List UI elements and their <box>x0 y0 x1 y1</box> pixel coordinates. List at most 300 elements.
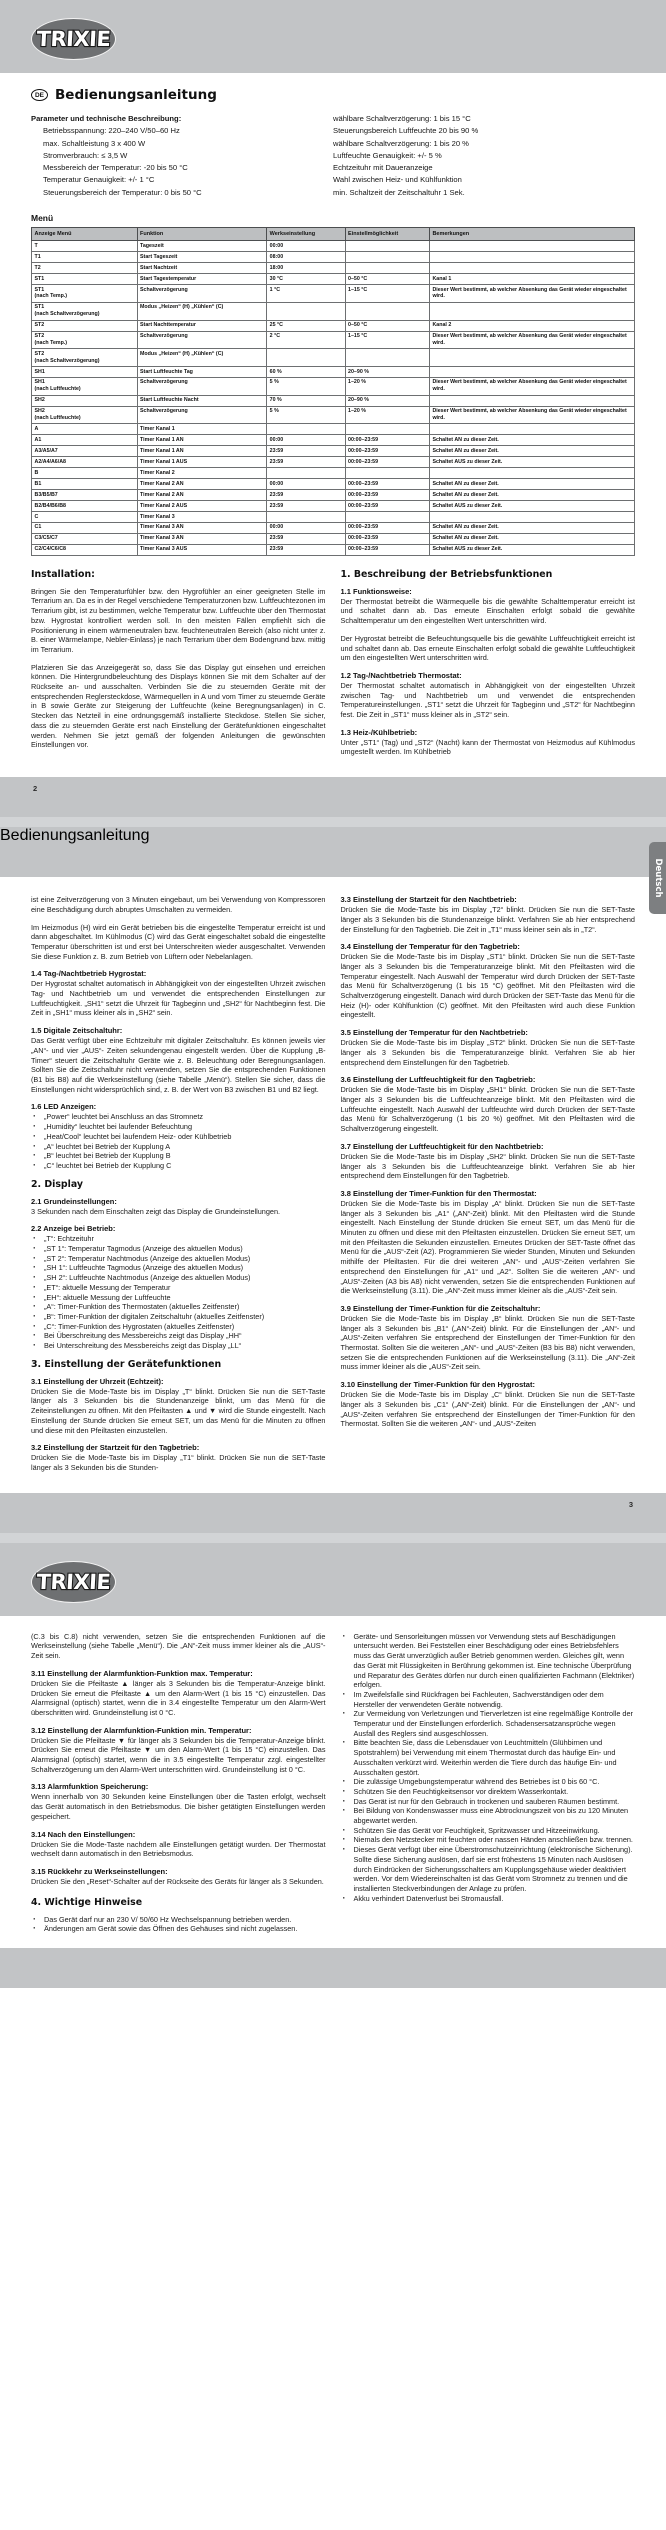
continuation-paragraph: (C.3 bis C.8) nicht verwenden, setzen Sie die entsprechenden Funktionen auf die Werkseinstellung (siehe Tabelle „Menü“). Die „AN“-Zeit muss immer kleiner als die „AUS“-Zeit sein. <box>31 1631 326 1661</box>
table-row <box>32 366 635 377</box>
table-cell: Schaltet AUS zu dieser Zeit. <box>429 544 634 555</box>
table-cell: Timer Kanal 3 AN <box>137 533 267 544</box>
table-cell: ST1 (nach Temp.) <box>32 285 138 303</box>
list-item: · Im Zweifelsfalle sind Rückfragen bei Fachleuten, Sachverständigen oder dem Hersteller der verwendeten Geräte notwendig. <box>341 1690 636 1709</box>
page-3 <box>0 1543 666 1988</box>
table-cell: Schaltverzögerung <box>137 406 267 424</box>
table-cell: Start Luftfeuchte Nacht <box>137 395 267 406</box>
table-cell: Timer Kanal 2 AN <box>137 479 267 490</box>
table-cell: 00:00 <box>267 241 345 252</box>
table-cell: 23:59 <box>267 544 345 555</box>
section-3-4-heading: 3.4 Einstellung der Temperatur für den Tagbetrieb: <box>340 942 520 952</box>
table-cell: 00:00–23:59 <box>345 522 429 533</box>
table-cell <box>429 349 634 367</box>
table-cell <box>345 424 429 435</box>
table-cell: Schaltverzögerung <box>137 331 267 349</box>
table-cell: Timer Kanal 1 <box>137 424 267 435</box>
table-cell: SH2 (nach Luftfeuchte) <box>32 406 138 424</box>
table-cell: Timer Kanal 2 <box>137 468 267 479</box>
list-item: · „ST 2“: Temperatur Nachtmodus (Anzeige des aktuellen Modus) <box>31 1254 326 1264</box>
list-item: · „Humidity“ leuchtet bei laufender Befeuchtung <box>31 1122 326 1132</box>
section-4-heading: 4. Wichtige Hinweise <box>31 1896 143 1908</box>
table-row <box>32 511 635 522</box>
section-1-5-paragraph: Das Gerät verfügt über eine Echtzeituhr mit digitaler Zeitschaltuhr. Es können jeweils vier „AN“- und vier „AUS“- Zeiten sekundengenau eingestellt werden. Über die Kupplung „B-Timer“ steuert die Zeitschaltuhr Geräte wie z. B. Beleuchtung oder Beregnungsanlagen. Sollten Sie die Zeitschaltuhr nicht verwenden, setzen Sie die entsprechenden Funktionen (B1 bis B8) auf die Werkseinstellung (siehe Tabelle „Menü“). Stellen Sie sicher, dass die Einstellungen nicht widersprüchlich sind, z. B. der Wert von B3 zwischen B1 und B2 liegt. <box>31 1036 326 1094</box>
table-cell: ST1 <box>32 274 138 285</box>
param-item: Luftfeuchte Genauigkeit: +/- 5 % <box>333 150 442 160</box>
page-1-header-band <box>0 0 666 73</box>
page-1-right-column <box>341 569 636 765</box>
param-item: Echtzeituhr mit Daueranzeige <box>333 163 433 173</box>
section-3-11-paragraph: Drücken Sie die Pfeiltaste ▲ länger als 3 Sekunden bis die Temperatur-Anzeige blinkt. Drücken Sie erneut die Pfeiltaste ▲ um den Alarm-Wert (1 bis 15 °C) einzustellen. Das Alarmsignal (optisch) startet, wenn die in 3.4 eingestellte Temperatur um den Alarm-Wert überschritten wird. Grundeinstellung ist 0 °C. <box>31 1678 326 1717</box>
table-cell <box>267 511 345 522</box>
table-cell: 00:00 <box>267 479 345 490</box>
section-2-heading: 2. Display <box>31 1178 83 1190</box>
section-3-3-paragraph: Drücken Sie die Mode-Taste bis im Display „T2“ blinkt. Drücken Sie nun die SET-Taste länger als 3 Sekunden bis die Stundenanzeige blinkt. Verfahren Sie ab hier entsprechend der Einstellung für den Tagbetrieb. Die Zeit in „T1“ muss kleiner sein als in „T2“. <box>340 905 635 934</box>
page-1-text-columns <box>0 556 666 765</box>
section-3-6-heading: 3.6 Einstellung der Luftfeuchtigkeit für den Tagbetrieb: <box>340 1075 536 1085</box>
table-cell: Start Tagestemperatur <box>137 274 267 285</box>
table-cell <box>429 468 634 479</box>
section-1-3-heading: 1.3 Heiz-/Kühlbetrieb: <box>340 727 418 737</box>
list-item: · „SH 2“: Luftfeuchte Nachtmodus (Anzeige des aktuellen Modus) <box>31 1273 326 1283</box>
list-item: · „B“: Timer-Funktion der digitalen Zeitschaltuhr (aktuelles Zeitfenster) <box>31 1312 326 1322</box>
section-3-10-heading: 3.10 Einstellung der Timer-Funktion für den Hygrostat: <box>340 1380 535 1390</box>
parameters-heading: Parameter und technische Beschreibung: <box>31 114 182 123</box>
table-cell: ST2 <box>32 320 138 331</box>
table-row <box>32 274 635 285</box>
table-cell: Timer Kanal 3 AN <box>137 522 267 533</box>
table-cell: 23:59 <box>267 500 345 511</box>
table-cell <box>267 349 345 367</box>
table-cell: 1–20 % <box>345 406 429 424</box>
section-3-12-paragraph: Drücken Sie die Pfeiltaste ▼ für länger als 3 Sekunden bis die Temperatur-Anzeige blinkt. Drücken Sie erneut die Pfeiltaste ▼ um den Alarm-Wert (1 bis 15 °C) einzustellen. Das Alarmsignal (optisch) startet, wenn die in 3.5 eingestellte Temperatur zzgl. eingestellter Schaltverzögerung um den Alarm-Wert unterschritten wird. Grundeinstellung ist 0 °C. <box>31 1735 326 1774</box>
list-item: · „SH 1“: Luftfeuchte Tagmodus (Anzeige des aktuellen Modus) <box>31 1263 326 1273</box>
table-row <box>32 479 635 490</box>
table-cell: ST2 (nach Schaltverzögerung) <box>32 349 138 367</box>
table-cell <box>429 395 634 406</box>
table-cell <box>429 252 634 263</box>
table-cell: Schaltet AN zu dieser Zeit. <box>429 446 634 457</box>
technical-parameters <box>0 107 666 199</box>
section-1-3-paragraph: Unter „ST1“ (Tag) und „ST2“ (Nacht) kann der Thermostat von Heizmodus auf Kühlmodus umgestellt werden. Im Kühlbetrieb <box>340 737 635 757</box>
section-3-6-paragraph: Drücken Sie die Mode-Taste bis im Display „SH1“ blinkt. Drücken Sie nun die SET-Taste länger als 3 Sekunden bis die Luftfeuchteanzeige blinkt. Mit den Pfeiltasten wird die Luftfeuchte eingestellt. Nach Auswahl der Luftfeuchte wird durch Drücken der SET-Taste das Menü für Schaltverzögerung (1 bis 20 %) geöffnet. Mit den Pfeiltasten wird die Schaltverzögerung eingestellt. <box>340 1085 635 1134</box>
table-cell <box>429 424 634 435</box>
section-3-7-paragraph: Drücken Sie die Mode-Taste bis im Display „SH2“ blinkt. Drücken Sie nun die SET-Taste länger als 3 Sekunden bis die Luftfeuchteanzeige blinkt. Verfahren Sie ab hier entsprechend dem Einstellungen für den Tagbetrieb. <box>340 1151 635 1181</box>
table-row <box>32 285 635 303</box>
page-3-footer-band <box>0 1948 666 1988</box>
list-item: · Das Gerät ist nur für den Gebrauch in trockenen und sauberen Räumen bestimmt. <box>341 1797 636 1807</box>
page-2-header-band <box>0 827 666 898</box>
table-row <box>32 406 635 424</box>
page-3-header-band <box>0 1543 666 1616</box>
table-cell <box>429 263 634 274</box>
table-cell: A1 <box>32 435 138 446</box>
table-cell <box>345 511 429 522</box>
table-cell: 5 % <box>267 406 345 424</box>
list-item: · „A“ leuchtet bei Betrieb der Kupplung A <box>31 1142 326 1152</box>
table-cell: 0–50 °C <box>345 320 429 331</box>
list-item: · „EH“: aktuelle Messung der Luftfeuchte <box>31 1293 326 1303</box>
section-3-1-heading: 3.1 Einstellung der Uhrzeit (Echtzeit): <box>31 1376 164 1386</box>
table-cell: Timer Kanal 3 AUS <box>137 544 267 555</box>
section-3-12-heading: 3.12 Einstellung der Alarmfunktion-Funktion min. Temperatur: <box>31 1725 252 1735</box>
table-cell: 5 % <box>267 377 345 395</box>
table-cell: ST1 (nach Schaltverzögerung) <box>32 302 138 320</box>
table-cell: SH1 <box>32 366 138 377</box>
table-cell <box>267 302 345 320</box>
param-item: min. Schaltzeit der Zeitschaltuhr 1 Sek. <box>333 187 465 197</box>
table-cell: 23:59 <box>267 446 345 457</box>
table-row <box>32 395 635 406</box>
page-2-text-columns <box>0 877 666 1481</box>
table-cell: Tageszeit <box>137 241 267 252</box>
table-cell: Schaltet AN zu dieser Zeit. <box>429 522 634 533</box>
table-cell: 1–15 °C <box>345 331 429 349</box>
menu-table <box>31 227 635 556</box>
table-cell: A3/A5/A7 <box>32 446 138 457</box>
logo-wordmark: TRIXIE <box>36 27 111 51</box>
table-cell: 1–15 °C <box>345 285 429 303</box>
section-1-5-heading: 1.5 Digitale Zeitschaltuhr: <box>31 1026 123 1036</box>
page-number: 2 <box>33 784 38 794</box>
table-cell <box>429 302 634 320</box>
running-head: Bedienungsanleitung <box>0 827 150 845</box>
section-3-5-paragraph: Drücken Sie die Mode-Taste bis im Display „ST2“ blinkt. Drücken Sie nun die SET-Taste länger als 3 Sekunden bis die Temperaturanzeige blinkt. Verfahren Sie ab hier entsprechend dem Einstellungen für den Tagbetrieb. <box>340 1038 635 1067</box>
section-3-2-heading: 3.2 Einstellung der Startzeit für den Tagbetrieb: <box>31 1443 200 1453</box>
column-header: Werkseinstellung <box>267 228 345 241</box>
section-3-14-paragraph: Drücken Sie die Mode-Taste nachdem alle Einstellungen getätigt wurden. Der Thermostat wechselt dann automatisch in den Betriebsmodus. <box>31 1839 326 1859</box>
table-cell: T1 <box>32 252 138 263</box>
page-number: 3 <box>628 1499 633 1509</box>
section-3-9-paragraph: Drücken Sie die Mode-Taste bis im Display „B“ blinkt. Drücken Sie nun die SET-Taste länger als 3 Sekunden bis „B1“ („AN“-Zeit) blinkt. Für die Einstellungen der „AN“- und „AUS“-Zeiten verfahren Sie entsprechend der Einstellungen der Timer-Funktion für den Thermostat. Sollten Sie die weiteren „AN“- und „AUS“-Zeiten (B3 bis B8) nicht verwenden, setzen Sie die entsprechenden Funktionen auf die Werkseinstellung (3.11). Die „AN“-Zeit muss immer kleiner als die „AUS“-Zeit sein. <box>340 1313 635 1372</box>
table-cell: Kanal 2 <box>429 320 634 331</box>
trixie-logo <box>31 1561 116 1603</box>
menu-table-wrapper <box>0 227 666 556</box>
table-cell: Schaltet AN zu dieser Zeit. <box>429 533 634 544</box>
column-header: Funktion <box>137 228 267 241</box>
table-cell: B2/B4/B6/B8 <box>32 500 138 511</box>
section-3-15-heading: 3.15 Rückkehr zu Werkseinstellungen: <box>31 1866 168 1876</box>
language-tab-label: Deutsch <box>652 858 663 898</box>
list-item: · „ET“: aktuelle Messung der Temperatur <box>31 1283 326 1293</box>
table-cell: Modus „Heizen“ (H) „Kühlen“ (C) <box>137 302 267 320</box>
parameters-right-column <box>333 113 635 199</box>
menu-table-label: Menü <box>31 213 54 224</box>
section-1-2-paragraph: Der Thermostat schaltet automatisch in Abhängigkeit von der eingestellten Uhrzeit zwischen Tag- und Nachtbetrieb um und verwendet die entsprechenden Temperatureinstellungen. „ST1“ setzt die Uhrzeit für Tagbeginn und „ST2“ für Nachtbeginn fest. Die Zeit in „ST1“ muss kleiner als in „ST2“ sein. <box>340 680 635 720</box>
table-cell: C1 <box>32 522 138 533</box>
table-cell <box>345 349 429 367</box>
table-row <box>32 263 635 274</box>
table-cell <box>345 241 429 252</box>
table-cell: 20–90 % <box>345 395 429 406</box>
section-1-1-paragraph-1: Der Thermostat betreibt die Wärmequelle bis die gewählte Schalttemperatur erreicht ist und schaltet dann ab. Das erneute Einschalten erfolgt sobald die gewählte Schalttemperatur um den eingestellten Wert unterschritten wird. <box>340 596 635 626</box>
table-cell: 00:00 <box>267 435 345 446</box>
table-cell: B3/B5/B7 <box>32 490 138 501</box>
table-cell: Dieser Wert bestimmt, ab welcher Absenkung das Gerät wieder eingeschaltet wird. <box>429 377 634 395</box>
table-cell: 08:00 <box>267 252 345 263</box>
table-cell: 25 °C <box>267 320 345 331</box>
table-row <box>32 349 635 367</box>
continuation-paragraph-1: ist eine Zeitverzögerung von 3 Minuten eingebaut, um bei Verwendung von Kompressoren eine Beschädigung durch abruptes Umschalten zu vermeiden. <box>31 895 326 914</box>
table-cell <box>429 241 634 252</box>
page-2 <box>0 827 666 1533</box>
table-cell: Timer Kanal 2 AUS <box>137 500 267 511</box>
installation-paragraph-2: Platzieren Sie das Anzeigegerät so, dass Sie das Display gut einsehen und erreichen können. Die Hintergrundbeleuchtung des Displays können Sie mit dem Schalter auf der Rückseite an- und ausschalten. Verbinden Sie die zu steuernden Geräte mit der entsprechenden Reglersteckdose, Wärmequellen in A und vom Timer zu steuernde Geräte in B sowie Geräte zur Steigerung der Luftfeuchte (keine Beregnungsanlagen) in C. Stecken das Netzteil in eine ordnungsgemäß installierte Steckdose. Stellen Sie sicher, dass die zu steuernden Geräte erst nach Einstellung der Gerätefunktionen eingeschaltet werden. Nehmen Sie jetzt gemäß der folgenden Anleitungen die gewünschten Einstellungen vor. <box>31 662 326 750</box>
table-row <box>32 490 635 501</box>
list-item: · Schützen Sie das Gerät vor Feuchtigkeit, Spritzwasser und Hitzeeinwirkung. <box>341 1826 636 1836</box>
table-row <box>32 252 635 263</box>
table-row <box>32 241 635 252</box>
table-cell: 2 °C <box>267 331 345 349</box>
section-3-11-heading: 3.11 Einstellung der Alarmfunktion-Funktion max. Temperatur: <box>31 1668 253 1678</box>
list-item: · Niemals den Netzstecker mit feuchten oder nassen Händen anschließen bzw. trennen. <box>341 1835 636 1845</box>
list-item: · Bei Bildung von Kondenswasser muss eine Abtrocknungszeit von bis zu 120 Minuten abgewartet werden. <box>341 1806 636 1825</box>
table-row <box>32 435 635 446</box>
continuation-paragraph-2: Im Heizmodus (H) wird ein Gerät betrieben bis die eingestellte Temperatur erreicht ist und dann abgeschaltet. Im Kühlmodus (C) wird das Gerät eingeschaltet sobald die eingestellte Temperatur überschritten ist und erst bei Unterschreiten wieder ausgeschaltet. Verwenden Sie diese Funktion z. B. zum Betrieb von Lüftern oder Nebelanlagen. <box>31 922 326 961</box>
installation-paragraph-1: Bringen Sie den Temperaturfühler bzw. den Hygrofühler an einer geeigneten Stelle im Terrarium an. Da es in der Regel verschiedene Temperaturzonen bzw. Luftfeuchtezonen im Terrarium gibt, ist zu bestimmen, welche Temperatur bzw. Luftfeuchte über den Thermostat bzw. Hygrostat kontrolliert werden soll. In den meisten Fällen empfiehlt sich die Positionierung in einem wärmeneutralen bzw. feuchteneutralen Bereich (also nicht unter z. B. einer Wärmelampe, Nebler-Einlass) je nach Terrarium über dem Bodengrund bzw. mittig im Terrarium. <box>31 586 326 654</box>
table-cell: 00:00–23:59 <box>345 533 429 544</box>
table-row <box>32 331 635 349</box>
section-3-1-paragraph: Drücken Sie die Mode-Taste bis im Display „T“ blinkt. Drücken Sie nun die SET-Taste länger als 3 Sekunden bis die Stundenanzeige blinkt, um das Menü für die Zeiteinstellungen zu öffnen. Mit den Pfeiltasten ▲ und ▼ wird die Stunde eingestellt. Nach Einstellung der Stunde drücken Sie erneut SET, um das Menü für die Minuten zu öffnen und diese mit den Pfeiltasten einzustellen. <box>31 1386 326 1435</box>
table-cell: 23:59 <box>267 490 345 501</box>
column-header: Bemerkungen <box>429 228 634 241</box>
list-item: · Akku verhindert Datenverlust bei Stromausfall. <box>341 1894 636 1904</box>
list-item: · Das Gerät darf nur an 230 V/ 50/60 Hz Wechselspannung betrieben werden. <box>31 1915 326 1925</box>
table-cell: 20–90 % <box>345 366 429 377</box>
param-item: Steuerungsbereich Luftfeuchte 20 bis 90 % <box>333 126 479 136</box>
param-item: Wahl zwischen Heiz- und Kühlfunktion <box>333 175 462 185</box>
list-item: · „Power“ leuchtet bei Anschluss an das Stromnetz <box>31 1112 326 1122</box>
table-cell: T <box>32 241 138 252</box>
param-item: Stromverbrauch: ≤ 3,5 W <box>43 150 128 160</box>
table-cell: SH2 <box>32 395 138 406</box>
section-1-heading: 1. Beschreibung der Betriebsfunktionen <box>340 568 553 580</box>
menu-table-body <box>32 241 635 555</box>
param-item: Temperatur Genauigkeit: +/- 1 °C <box>43 175 155 185</box>
table-cell: B <box>32 468 138 479</box>
table-cell: 0–50 °C <box>345 274 429 285</box>
section-3-14-heading: 3.14 Nach den Einstellungen: <box>31 1829 136 1839</box>
section-3-9-heading: 3.9 Einstellung der Timer-Funktion für die Zeitschaltuhr: <box>340 1303 541 1313</box>
table-cell: Start Nachtzeit <box>137 263 267 274</box>
list-item: · „T“: Echtzeituhr <box>31 1234 326 1244</box>
table-row <box>32 302 635 320</box>
page-2-left-column <box>31 895 326 1481</box>
language-tab <box>649 842 666 914</box>
table-cell: 18:00 <box>267 263 345 274</box>
page-1-footer-band <box>0 777 666 817</box>
section-3-8-paragraph: Drücken Sie die Mode-Taste bis im Display „A“ blinkt. Drücken Sie nun die SET-Taste länger als 3 Sekunden bis „A1“ („AN“-Zeit) blinkt. Mit den Pfeiltasten wird die Stunde eingestellt. Nach Einstellung der Stunde drücken Sie erneut SET, um das Menü für die Minuten zu öffnen und diese mit den Pfeiltasten einzustellen. Drücken Sie erneut SET, um mit den Pfeiltasten die Sekunden einzustellen. Erneutes Drücken der SET-Taste öffnet das Menü für die „AUS“-Zeit (A2). Programmieren Sie wieder Stunden, Minuten und Sekunden mithilfe der Pfeiltasten. Für die drei weiteren „AN“- und „AUS“-Zeiten verfahren Sie entsprechend den Einstellungen für „A1“ und „A2“. Sollten Sie die weiteren „AN“- und „AUS“-Zeiten (A3 bis A8) nicht verwenden, setzen Sie die entsprechenden Funktionen auf die Werkseinstellung (3.11). Die „AN“-Zeit muss immer kleiner als die „AUS“-Zeit sein. <box>340 1198 635 1296</box>
list-item: · Die zulässige Umgebungstemperatur während des Betriebes ist 0 bis 60 °C. <box>341 1777 636 1787</box>
section-1-4-heading: 1.4 Tag-/Nachtbetrieb Hygrostat: <box>31 969 147 979</box>
installation-heading: Installation: <box>31 568 95 580</box>
table-cell: Dieser Wert bestimmt, ab welcher Absenkung das Gerät wieder eingeschaltet wird. <box>429 285 634 303</box>
table-cell: Schaltet AN zu dieser Zeit. <box>429 479 634 490</box>
section-1-2-heading: 1.2 Tag-/Nachtbetrieb Thermostat: <box>340 670 462 680</box>
table-cell: Schaltet AUS zu dieser Zeit. <box>429 500 634 511</box>
table-cell: Modus „Heizen“ (H) „Kühlen“ (C) <box>137 349 267 367</box>
table-cell: 23:59 <box>267 533 345 544</box>
table-cell: Dieser Wert bestimmt, ab welcher Absenkung das Gerät wieder eingeschaltet wird. <box>429 406 634 424</box>
table-cell: Schaltverzögerung <box>137 377 267 395</box>
table-cell: A <box>32 424 138 435</box>
table-cell <box>345 263 429 274</box>
table-cell: 00:00–23:59 <box>345 446 429 457</box>
table-cell: A2/A4/A6/A8 <box>32 457 138 468</box>
section-1-1-heading: 1.1 Funktionsweise: <box>340 586 412 596</box>
table-cell <box>345 252 429 263</box>
page-1 <box>0 0 666 817</box>
document-title-row <box>0 73 666 107</box>
list-item: · Geräte- und Sensorleitungen müssen vor Verwendung stets auf Beschädigungen untersucht werden. Bei Feststellen einer Beschädigung oder eines Betriebsfehlers muss das Gerät unverzüglich außer Betrieb genommen werden. Gleiches gilt, wenn das Gerät mit Flüssigkeiten in Berührung gekommen ist. Eine technische Überprüfung und Reparatur des Gerätes dürfen nur durch einen qualifizierten Fachmann (Elektriker) erfolgen. <box>341 1632 636 1690</box>
table-row <box>32 320 635 331</box>
table-cell: Timer Kanal 1 AUS <box>137 457 267 468</box>
column-header: Einstellmöglichkeit <box>345 228 429 241</box>
parameters-left-column <box>31 113 333 199</box>
list-item: · „C“ leuchtet bei Betrieb der Kupplung C <box>31 1161 326 1171</box>
param-item: Betriebsspannung: 220–240 V/50–60 Hz <box>43 126 180 136</box>
table-row <box>32 468 635 479</box>
table-cell: 30 °C <box>267 274 345 285</box>
table-cell: Timer Kanal 1 AN <box>137 435 267 446</box>
table-cell: 60 % <box>267 366 345 377</box>
page-2-right-column <box>341 895 636 1481</box>
section-3-5-heading: 3.5 Einstellung der Temperatur für den Nachtbetrieb: <box>340 1028 528 1038</box>
table-cell: Schaltet AN zu dieser Zeit. <box>429 435 634 446</box>
page-separator <box>0 817 666 827</box>
important-notes-list-right <box>341 1632 636 1904</box>
page-3-text-columns <box>0 1616 666 1942</box>
table-cell: 00:00–23:59 <box>345 435 429 446</box>
param-item: wählbare Schaltverzögerung: 1 bis 20 % <box>333 138 469 148</box>
table-cell: 00:00–23:59 <box>345 490 429 501</box>
table-row <box>32 544 635 555</box>
trixie-logo <box>31 18 116 60</box>
table-cell: Start Luftfeuchte Tag <box>137 366 267 377</box>
list-item: · „C“: Timer-Funktion des Hygrostaten (aktuelles Zeitfenster) <box>31 1322 326 1332</box>
table-cell: Start Nachttemperatur <box>137 320 267 331</box>
page-3-right-column <box>341 1632 636 1942</box>
list-item: · Bei Überschreitung des Messbereichs zeigt das Display „HH“ <box>31 1331 326 1341</box>
table-cell <box>429 366 634 377</box>
page-2-footer-band <box>0 1493 666 1533</box>
section-3-15-paragraph: Drücken Sie den „Reset“-Schalter auf der Rückseite des Geräts für länger als 3 Sekunden. <box>31 1876 324 1886</box>
section-3-3-heading: 3.3 Einstellung der Startzeit für den Nachtbetrieb: <box>340 895 517 905</box>
table-cell: ST2 (nach Temp.) <box>32 331 138 349</box>
table-cell: SH1 (nach Luftfeuchte) <box>32 377 138 395</box>
list-item: · Schützen Sie den Feuchtigkeitsensor vor direktem Wasserkontakt. <box>341 1787 636 1797</box>
table-row <box>32 457 635 468</box>
list-item: · Zur Vermeidung von Verletzungen und Tierverletzen ist eine regelmäßige Kontrolle der Temperatur und der Einstellungen erforderlich. Schadensersatzansprüche wegen Ausfall des Reglers sind ausgeschlossen. <box>341 1709 636 1738</box>
section-3-7-heading: 3.7 Einstellung der Luftfeuchtigkeit für den Nachtbetrieb: <box>340 1141 544 1151</box>
list-item: · Dieses Gerät verfügt über eine Überstromschutzeinrichtung (elektronische Sicherung). Sollte diese Sicherung auslösen, darf sie erst frühestens 15 Minuten nach Auslösen durch Eindrücken der Sicherungsschalters am Kupplungsgehäuse wieder deaktiviert werden. Vor dem Wiedereinschalten ist das Gerät vom Stromnetz zu trennen und die installierten Steckverbindungen der Anlage zu prüfen. <box>341 1845 636 1894</box>
page-1-left-column <box>31 569 326 765</box>
param-item: wählbare Schaltverzögerung: 1 bis 15 °C <box>333 114 471 123</box>
list-item: · Bitte beachten Sie, dass die Lebensdauer von Leuchtmitteln (Glühbirnen und Spotstrahlern) bei Verwendung mit einem Thermostat durch das häufige Ein- und Ausschalten verkürzt wird. Weiterhin werden die Tiere durch das häufige Ein- und Ausschalten gestört. <box>341 1738 636 1777</box>
page-separator <box>0 1533 666 1543</box>
table-cell <box>345 468 429 479</box>
page-title: Bedienungsanleitung <box>55 87 217 103</box>
section-1-4-paragraph: Der Hygrostat schaltet automatisch in Abhängigkeit von der eingestellten Uhrzeit zwischen Tag- und Nachtbetrieb um und verwendet die entsprechenden Einstellungen zur Luftfeuchtigkeit. „SH1“ setzt die Uhrzeit für Tagbeginn und „SH2“ für Nachtbeginn fest. Die Zeit in „SH1“ muss kleiner als in „SH2“ sein. <box>31 979 326 1018</box>
list-item: · Bei Unterschreitung des Messbereichs zeigt das Display „LL“ <box>31 1341 326 1351</box>
table-header-row <box>32 228 635 241</box>
table-cell: 1–20 % <box>345 377 429 395</box>
table-cell: Timer Kanal 3 <box>137 511 267 522</box>
param-item: Steuerungsbereich der Temperatur: 0 bis 50 °C <box>43 187 202 197</box>
list-item: · „ST 1“: Temperatur Tagmodus (Anzeige des aktuellen Modus) <box>31 1244 326 1254</box>
table-cell: Timer Kanal 2 AN <box>137 490 267 501</box>
logo-wordmark: TRIXIE <box>36 1569 111 1594</box>
section-1-1-paragraph-2: Der Hygrostat betreibt die Befeuchtungsquelle bis die gewählte Luftfeuchtigkeit erreicht ist und schaltet dann ab. Das erneute Einschalten erfolgt sobald die gewählte Luftfeuchtigkeit um den eingestellten Wert unterschritten wird. <box>340 633 635 663</box>
table-cell: Kanal 1 <box>429 274 634 285</box>
table-cell: Start Tageszeit <box>137 252 267 263</box>
list-item: · „Heat/Cool“ leuchtet bei laufendem Heiz- oder Kühlbetrieb <box>31 1132 326 1142</box>
display-indicator-list <box>31 1234 326 1350</box>
menu-table-header <box>32 228 635 241</box>
table-cell: Schaltet AUS zu dieser Zeit. <box>429 457 634 468</box>
table-cell <box>429 511 634 522</box>
table-row <box>32 424 635 435</box>
table-cell: B1 <box>32 479 138 490</box>
list-item: · „B“ leuchtet bei Betrieb der Kupplung B <box>31 1151 326 1161</box>
list-item: · Änderungen am Gerät sowie das Öffnen des Gehäuses sind nicht zugelassen. <box>31 1924 326 1934</box>
section-2-1-paragraph: 3 Sekunden nach dem Einschalten zeigt das Display die Grundeinstellungen. <box>31 1206 281 1216</box>
table-row <box>32 533 635 544</box>
table-cell: 23:59 <box>267 457 345 468</box>
section-2-2-heading: 2.2 Anzeige bei Betrieb: <box>31 1224 116 1234</box>
table-row <box>32 377 635 395</box>
table-cell: C <box>32 511 138 522</box>
table-cell: 00:00 <box>267 522 345 533</box>
table-cell: Schaltet AN zu dieser Zeit. <box>429 490 634 501</box>
table-row <box>32 446 635 457</box>
param-item: Messbereich der Temperatur: -20 bis 50 °C <box>43 163 188 173</box>
table-cell: 00:00–23:59 <box>345 479 429 490</box>
table-cell: Timer Kanal 1 AN <box>137 446 267 457</box>
table-cell <box>267 424 345 435</box>
table-row <box>32 500 635 511</box>
section-3-2-paragraph: Drücken Sie die Mode-Taste bis im Display „T1“ blinkt. Drücken Sie nun die SET-Taste länger als 3 Sekunden bis die Stunden- <box>31 1453 326 1472</box>
table-cell: 00:00–23:59 <box>345 544 429 555</box>
list-item: · „A“: Timer-Funktion des Thermostaten (aktuelles Zeitfenster) <box>31 1302 326 1312</box>
table-cell: C2/C4/C6/C8 <box>32 544 138 555</box>
param-item: max. Schaltleistung 3 x 400 W <box>43 138 146 148</box>
section-3-13-heading: 3.13 Alarmfunktion Speicherung: <box>31 1782 149 1792</box>
important-notes-list-left <box>31 1915 326 1934</box>
table-cell <box>345 302 429 320</box>
section-3-4-paragraph: Drücken Sie die Mode-Taste bis im Display „ST1“ blinkt. Drücken Sie nun die SET-Taste länger als 3 Sekunden bis die Temperaturanzeige blinkt. Mit den Pfeiltasten wird die Temperatur eingestellt. Nach Auswahl der Temperatur wird durch Drücken der SET-Taste das Menü für Schaltverzögerung (1 bis 15 °C) geöffnet. Mit den Pfeiltasten wird die Schaltverzögerung eingestellt. Danach wird durch Drücken der SET-Taste das Menü für die Heiz (H)- oder Kühlfunktion (C) geöffnet. Mit den Pfeiltasten wird auch diese Funktion eingestellt. <box>340 952 635 1020</box>
table-cell: 00:00–23:59 <box>345 500 429 511</box>
page-3-left-column <box>31 1632 326 1942</box>
section-2-1-heading: 2.1 Grundeinstellungen: <box>31 1196 117 1206</box>
table-cell: C3/C5/C7 <box>32 533 138 544</box>
section-3-13-paragraph: Wenn innerhalb von 30 Sekunden keine Einstellungen über die Tasten erfolgt, wechselt das Gerät automatisch in den Betriebsmodus. Die bisher getätigten Einstellungen werden gespeichert. <box>31 1792 326 1821</box>
table-cell: Dieser Wert bestimmt, ab welcher Absenkung das Gerät wieder eingeschaltet wird. <box>429 331 634 349</box>
section-3-10-paragraph: Drücken Sie die Mode-Taste bis im Display „C“ blinkt. Drücken Sie nun die SET-Taste länger als 3 Sekunden bis „C1“ („AN“-Zeit) blinkt. Für die Einstellungen der „AN“- und „AUS“-Zeiten verfahren Sie entsprechend der Einstellungen der Timer-Funktion für den Thermostat. Sollten Sie die weiteren „AN“- und „AUS“-Zeiten <box>340 1390 635 1429</box>
table-cell: Schaltverzögerung <box>137 285 267 303</box>
column-header: Anzeige Menü <box>32 228 138 241</box>
table-cell: T2 <box>32 263 138 274</box>
led-indicator-list <box>31 1112 326 1170</box>
table-cell: 1 °C <box>267 285 345 303</box>
table-cell <box>267 468 345 479</box>
language-badge-icon: DE <box>31 89 48 101</box>
table-row <box>32 522 635 533</box>
section-1-6-heading: 1.6 LED Anzeigen: <box>31 1102 97 1112</box>
section-3-heading: 3. Einstellung der Gerätefunktionen <box>31 1358 222 1370</box>
section-3-8-heading: 3.8 Einstellung der Timer-Funktion für den Thermostat: <box>340 1188 537 1198</box>
table-cell: 70 % <box>267 395 345 406</box>
